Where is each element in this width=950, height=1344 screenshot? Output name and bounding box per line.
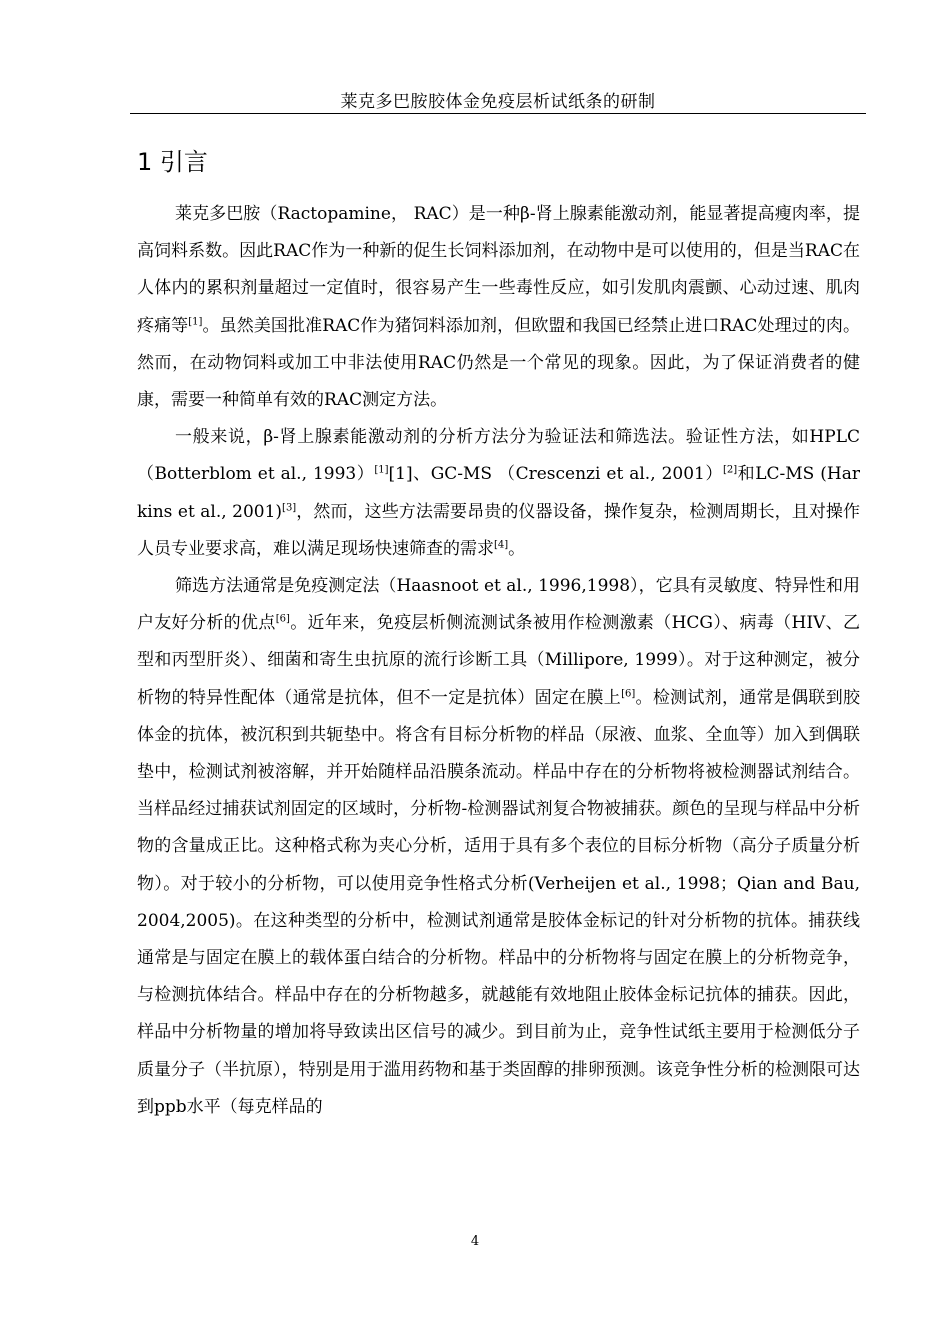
citation-ref: [1]	[374, 464, 389, 476]
running-header: 莱克多巴胺胶体金免疫层析试纸条的研制	[340, 92, 656, 112]
citation-ref: [2]	[722, 464, 738, 476]
section-heading: 1 引言	[137, 148, 208, 176]
paragraph-text: 。检测试剂，通常是偶联到胶体金的抗体，被沉积到共轭垫中。将含有目标分析物的样品（尿液、血浆、全血等）加入到偶联垫中，检测试剂被溶解，并开始随样品沿膜条流动。样品中存在的分析物将被检测器试剂结合。当样品经过捕获试剂固定的区域时，分析物-检测器试剂复合物被捕获。颜色的呈现与样品中分析物的含量成正比。这种格式称为夹心分析，适用于具有多个表位的目标分析物（高分子质量分析物）。对于较小的分析物，可以使用竞争性格式分析(Verheijen et al., 1998；Qian and Bau, 2004,2005)。在这种类型的分析中，检测试剂通常是胶体金标记的针对分析物的抗体。捕获线通常是与固定在膜上的载体蛋白结合的分析物。样品中的分析物将与固定在膜上的分析物竞争，与检测抗体结合。样品中存在的分析物越多，就越能有效地阻止胶体金标记抗体的捕获。因此，样品中分析物量的增加将导致读出区信号的减少。到目前为止，竞争性试纸主要用于检测低分子质量分子（半抗原），特别是用于滥用药物和基于类固醇的排卵预测。该竞争性分析的检测限可达到ppb水平（每克样品的	[137, 687, 861, 1117]
paragraph-text: 和LC-MS (Harkins et al., 2001)	[137, 464, 861, 522]
citation-ref: [1]	[188, 315, 203, 327]
citation-ref: [6]	[621, 687, 636, 699]
paragraph-methods	[137, 419, 860, 568]
citation-ref: [6]	[275, 613, 290, 625]
paragraph-text: 。	[508, 538, 526, 559]
paragraph-intro	[137, 196, 860, 419]
citation-ref: [3]	[282, 501, 297, 513]
citation-ref: [4]	[494, 539, 509, 551]
header-rule	[130, 113, 866, 114]
paragraph-text: 筛选方法通常是免疫测定法（Haasnoot et al., 1996,1998），它具有灵敏度、特异性和用户友好分析的优点	[137, 576, 860, 634]
body-text	[137, 196, 860, 1126]
paragraph-text: 。虽然美国批准RAC作为猪饲料添加剂，但欧盟和我国已经禁止进口RAC处理过的肉。然而，在动物饲料或加工中非法使用RAC仍然是一个常见的现象。因此，为了保证消费者的健康，需要一种简单有效的RAC测定方法。	[137, 315, 860, 411]
paragraph-text: [1]、GC-MS （Crescenzi et al., 2001）	[388, 464, 723, 485]
paragraph-text: ，然而，这些方法需要昂贵的仪器设备，操作复杂，检测周期长，且对操作人员专业要求高，难以满足现场快速筛查的需求	[137, 501, 860, 559]
paragraph-text: 一般来说，β-肾上腺素能激动剂的分析方法分为验证法和筛选法。验证性方法，如HPLC （Botterblom et al., 1993）	[137, 427, 860, 485]
paragraph-text: 莱克多巴胺（Ractopamine， RAC）是一种β-肾上腺素能激动剂，能显著提高瘦肉率，提高饲料系数。因此RAC作为一种新的促生长饲料添加剂，在动物中是可以使用的，但是当RAC在人体内的累积剂量超过一定值时，很容易产生一些毒性反应，如引发肌肉震颤、心动过速、肌肉疼痛等	[137, 204, 860, 336]
paragraph-screening	[137, 568, 860, 1126]
page-number: 4	[470, 1234, 480, 1249]
paragraph-text: 。近年来，免疫层析侧流测试条被用作检测激素（HCG）、病毒（HIV、乙型和丙型肝炎）、细菌和寄生虫抗原的流行诊断工具（Millipore, 1999）。对于这种测定，被分析物的特异性配体（通常是抗体，但不一定是抗体）固定在膜上	[137, 613, 860, 708]
